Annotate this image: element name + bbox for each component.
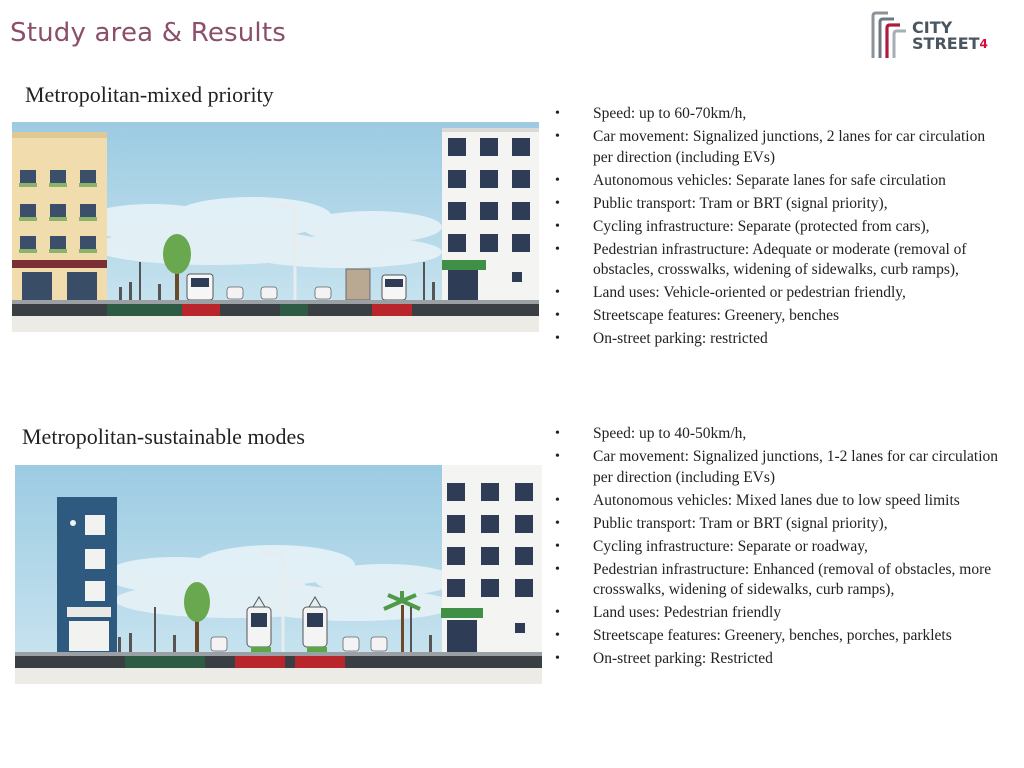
list-item: • Autonomous vehicles: Separate lanes for safe circulation [555,171,1005,192]
logo-mark-icon [870,10,910,60]
list-item: • On-street parking: Restricted [555,649,1005,670]
list-item: • Pedestrian infrastructure: Adequate or moderate (removal of obstacles, crosswalks, widening of sidewalks, curb ramps), [555,240,1005,281]
list-item: • On-street parking: restricted [555,329,1005,350]
list-item: • Autonomous vehicles: Mixed lanes due to low speed limits [555,491,1005,512]
logo-line-city: CITY [912,18,953,37]
list-item: • Speed: up to 60-70km/h, [555,104,1005,125]
building-right-white [441,465,542,652]
building-left-cream [12,132,107,300]
building-left-blue [57,497,117,652]
list-item: • Car movement: Signalized junctions, 1-2 lanes for car circulation per direction (including EVs) [555,447,1005,488]
bullet-list-mixed-priority [555,104,1005,352]
street-cross-section-sustainable-modes [15,465,542,684]
list-item: • Cycling infrastructure: Separate or roadway, [555,537,1005,558]
list-item: • Public transport: Tram or BRT (signal priority), [555,194,1005,215]
list-item: • Streetscape features: Greenery, benches [555,306,1005,327]
building-right-white [442,128,539,300]
section-title-mixed-priority: Metropolitan-mixed priority [25,82,274,107]
city-street-logo [866,8,1006,64]
logo-line-street: STREET [912,34,980,53]
list-item: • Land uses: Vehicle-oriented or pedestrian friendly, [555,283,1005,304]
bullet-list-sustainable-modes [555,424,1005,672]
section-title-sustainable-modes: Metropolitan-sustainable modes [22,424,305,449]
list-item: • Public transport: Tram or BRT (signal priority), [555,514,1005,535]
slide-title: Study area & Results [10,18,286,48]
list-item: • Streetscape features: Greenery, benches, porches, parklets [555,626,1005,647]
street-cross-section-mixed-priority [12,122,539,332]
list-item: • Cycling infrastructure: Separate (protected from cars), [555,217,1005,238]
list-item: • Land uses: Pedestrian friendly [555,603,1005,624]
list-item: • Pedestrian infrastructure: Enhanced (removal of obstacles, more crosswalks, widening of sidewalks, curb ramps), [555,560,1005,601]
logo-superscript: 4 [979,37,988,51]
list-item: • Speed: up to 40-50km/h, [555,424,1005,445]
list-item: • Car movement: Signalized junctions, 2 lanes for car circulation per direction (including EVs) [555,127,1005,168]
logo-wordmark [912,20,988,52]
